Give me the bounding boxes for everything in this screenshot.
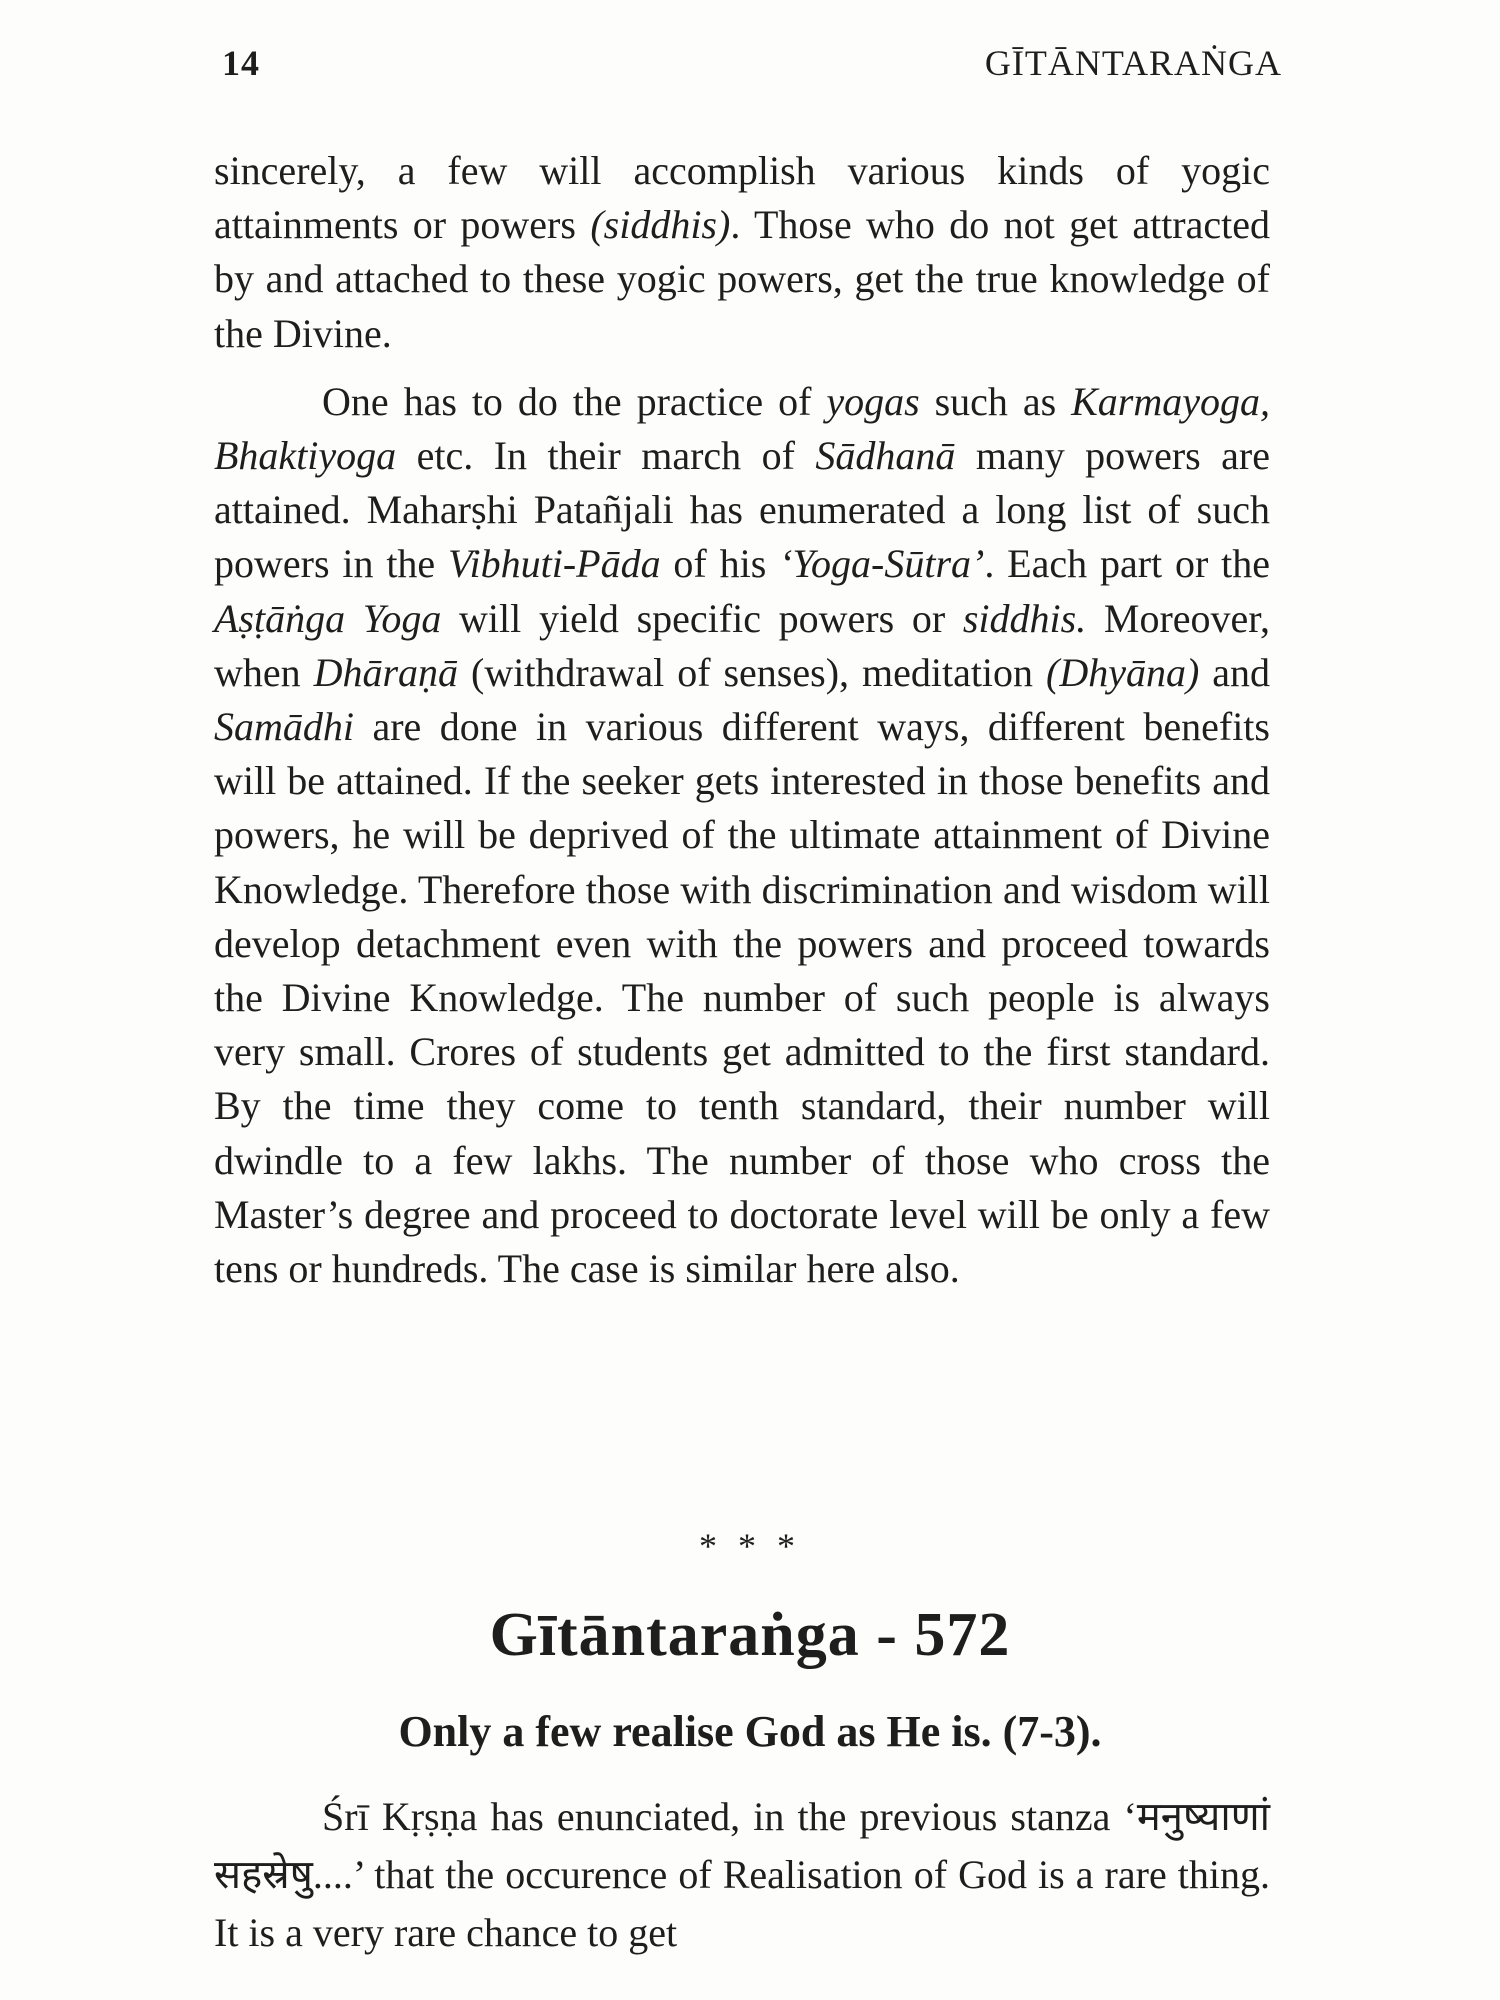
italic-term: siddhis.: [962, 595, 1087, 641]
italic-term: Samādhi: [214, 704, 354, 750]
section-separator: * * *: [699, 1526, 801, 1566]
running-header: [222, 42, 1282, 92]
text-run: such as: [919, 378, 1072, 424]
page-number: 14: [222, 43, 260, 83]
text-run: many powers are attained. Maharṣhi Patañjali has enumerated a long list of such powers in the: [214, 433, 1270, 587]
italic-term: Karmayoga, Bhaktiyoga: [214, 378, 1270, 479]
text-run: . Those who do not get attracted by and attached to these yogic powers, get the true knowledge of the Divine.: [214, 202, 1271, 356]
section-body: [214, 1788, 1270, 1962]
text-run: will yield specific powers or: [441, 595, 963, 641]
text-run: Moreover, when: [214, 595, 1271, 695]
text-run: One has to do the practice of: [322, 378, 827, 424]
italic-term: Aṣṭāṅga Yoga: [214, 595, 442, 641]
paragraph-3: Śrī Kṛṣṇa has enunciated, in the previous stanza ‘मनुष्याणां सहस्रेषु....’ that the occurence of Realisation of God is a rare thing. It is a very rare chance to get: [214, 1794, 1270, 1955]
italic-term: yogas: [826, 378, 920, 424]
paragraph-1: [214, 144, 1270, 361]
paragraph-2: [214, 375, 1270, 1296]
text-run: etc. In their march of: [396, 433, 816, 479]
text-run: are done in various different ways, different benefits will be attained. If the seeker gets interested in those benefits and powers, he will be deprived of the ultimate attainment of Divine Knowledge. Therefore those with discrimination and wisdom will develop detachment even with the powers and proceed towards the Divine Knowledge. The number of such people is always very small. Crores of students get admitted to the first standard. By the time they come to tenth standard, their number will dwindle to a few lakhs. The number of those who cross the Master’s degree and proceed to doctorate level will be only a few tens or hundreds. The case is similar here also.: [214, 704, 1270, 1292]
text-run: sincerely, a few will accomplish various kinds of yogic attainments or powers: [214, 148, 1270, 248]
italic-term: (Dhyāna): [1046, 649, 1200, 695]
italic-term: Dhāraṇā: [313, 649, 459, 695]
running-title: GĪTĀNTARAṄGA: [984, 43, 1282, 83]
section-subtitle: Only a few realise God as He is. (7-3).: [398, 1707, 1102, 1756]
text-run: . Each part or the: [984, 541, 1270, 587]
text-run: and: [1199, 649, 1270, 695]
italic-term: (siddhis): [590, 202, 731, 248]
section-title: Gītāntaraṅga - 572: [489, 1601, 1011, 1669]
italic-term: ‘Yoga-Sūtra’: [779, 541, 985, 587]
text-run: of his: [660, 541, 780, 587]
italic-term: Sādhanā: [815, 433, 956, 479]
italic-term: Vibhuti-Pāda: [448, 541, 661, 587]
body-text: [214, 144, 1270, 1296]
text-run: (withdrawal of senses), meditation: [458, 649, 1046, 695]
